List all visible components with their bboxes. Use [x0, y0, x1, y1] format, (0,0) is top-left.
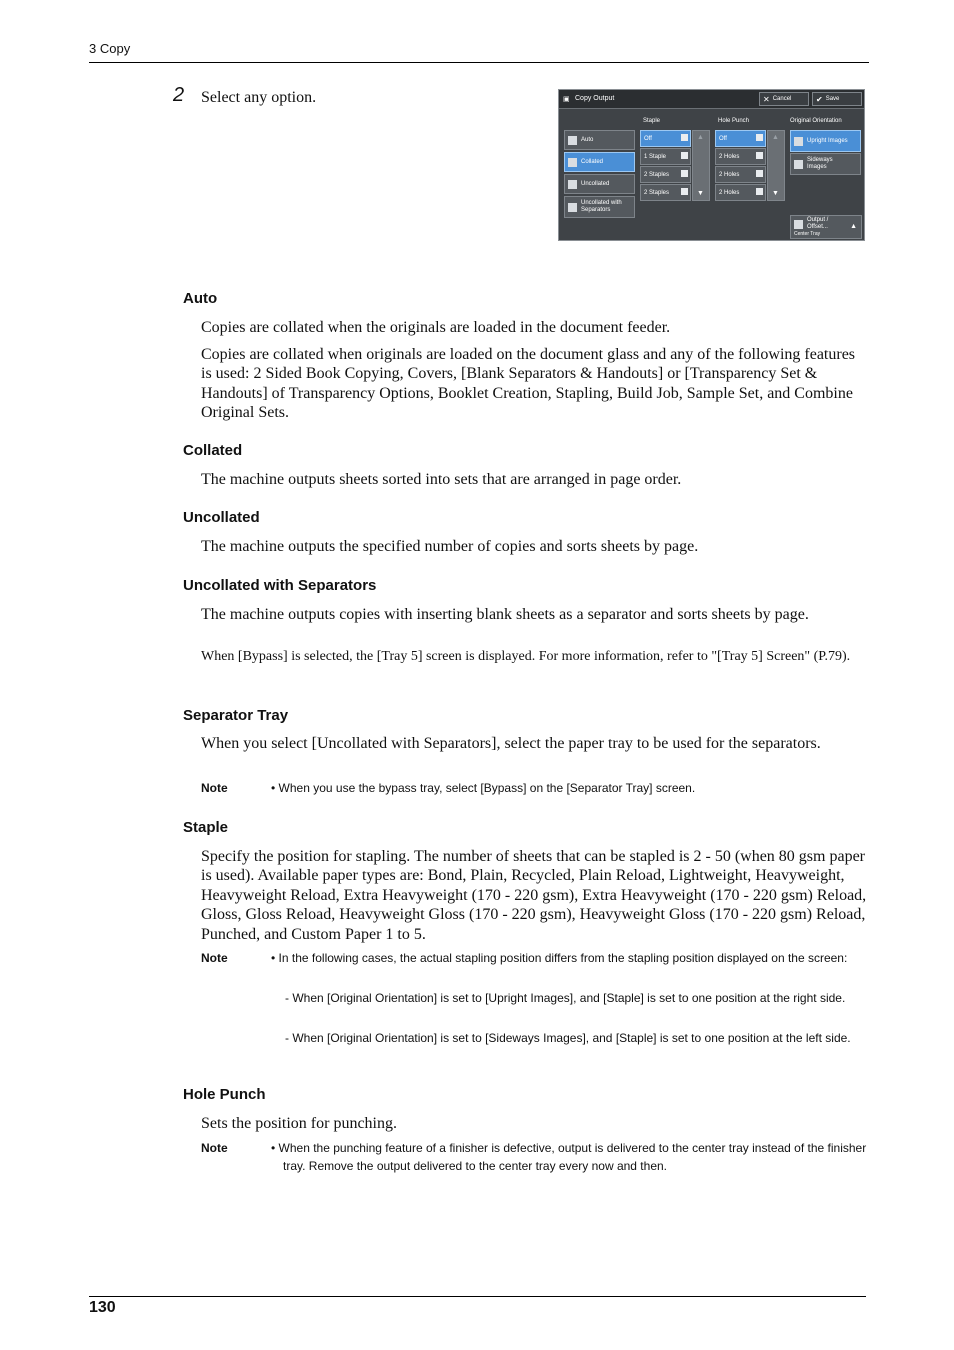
section-title-uncollated: Uncollated	[183, 509, 260, 526]
staple-paragraph: Specify the position for stapling. The number of sheets that can be stapled is 2 - 50 (when 80 gsm paper is used). Available paper types are: Bond, Plain, Recycled, Plain Reload, Lightweight, Heavyweight, Heavyweight Reload, Extra Heavyweight (170 - 220 gsm), Extra Heavyweight (170 - 220 gsm) Reload, Gloss, Gloss Reload, Heavyweight Gloss (170 - 220 gsm), Heavyweight Gloss (170 - 220 gsm) Reload, Punched, and Custom Paper 1 to 5.	[201, 848, 867, 943]
section-title-uncollated-separators: Uncollated with Separators	[183, 577, 377, 594]
uncollated-separators-remark: When [Bypass] is selected, the [Tray 5] screen is displayed. For more information, refer to "[Tray 5] Screen" (P.79).	[201, 649, 851, 664]
header-rule	[89, 62, 869, 63]
hole-punch-note-label: Note	[201, 1141, 228, 1155]
screen-title: Copy Output	[575, 95, 615, 102]
staple-1-button[interactable]	[640, 148, 691, 165]
punch-off-button[interactable]	[715, 130, 766, 147]
staple-1-label: 1 Staple	[644, 153, 667, 160]
collated-paragraph: The machine outputs sheets sorted into sets that are arranged in page order.	[201, 471, 682, 488]
uncollated-separators-label: Uncollated with Separators	[581, 200, 622, 213]
output-tray-icon	[794, 220, 803, 229]
output-label-3: Center Tray	[794, 231, 821, 237]
staple-scroll-down-icon[interactable]: ▼	[697, 190, 704, 197]
orientation-header: Original Orientation	[790, 118, 842, 124]
output-label-1: Output /	[807, 217, 829, 223]
cancel-label: Cancel	[772, 96, 792, 102]
section-title-hole-punch: Hole Punch	[183, 1086, 266, 1103]
staple-2b-button[interactable]	[640, 184, 691, 201]
staple-note: • In the following cases, the actual stapling position differs from the stapling position displayed on the screen:	[271, 951, 848, 965]
punch-2b-label: 2 Holes	[719, 171, 740, 178]
auto-paragraph-1: Copies are collated when the originals are loaded in the document feeder.	[201, 319, 671, 336]
uncollated-separators-paragraph: The machine outputs copies with inserting blank sheets as a separator and sorts sheets by page.	[201, 606, 809, 623]
punch-2a-icon	[756, 152, 763, 159]
auto-button[interactable]	[564, 130, 635, 150]
copy-output-screen	[558, 89, 865, 241]
upright-images-label: Upright Images	[807, 138, 848, 144]
footer-rule	[89, 1296, 866, 1297]
hole-punch-note: • When the punching feature of a finisher is defective, output is delivered to the center tray instead of the finisher tray. Remove the output delivered to the center tray every now and then.	[271, 1141, 867, 1173]
punch-2b-button[interactable]	[715, 166, 766, 183]
check-icon: ✔	[816, 94, 823, 104]
output-label-2: Offset...	[807, 224, 828, 230]
section-title-separator-tray: Separator Tray	[183, 707, 289, 724]
punch-2c-label: 2 Holes	[719, 189, 740, 196]
page-number: 130	[89, 1299, 116, 1316]
running-head: 3 Copy	[89, 41, 131, 56]
staple-off-icon	[681, 134, 688, 141]
close-icon: ✕	[763, 94, 770, 104]
separator-tray-note-label: Note	[201, 781, 228, 795]
punch-off-label: Off	[719, 135, 727, 142]
upright-images-button[interactable]	[790, 130, 861, 152]
staple-2a-label: 2 Staples	[644, 171, 670, 178]
punch-scroll-up-icon[interactable]: ▲	[772, 134, 779, 141]
upright-images-icon	[794, 137, 803, 146]
output-arrow-icon: ▲	[850, 223, 857, 230]
staple-note-case-2: - When [Original Orientation] is set to [Sideways Images], and [Staple] is set to one position at the left side.	[285, 1031, 851, 1045]
sideways-images-label: Sideways Images	[807, 157, 833, 170]
staple-scroll-up-icon[interactable]: ▲	[697, 134, 704, 141]
sideways-images-button[interactable]	[790, 153, 861, 175]
punch-scroll-down-icon[interactable]: ▼	[772, 190, 779, 197]
uncollated-label: Uncollated	[581, 181, 610, 187]
staple-2a-icon	[681, 170, 688, 177]
output-offset-button[interactable]	[790, 215, 862, 239]
uncollated-icon	[568, 180, 577, 189]
separator-tray-note: • When you use the bypass tray, select [Bypass] on the [Separator Tray] screen.	[271, 781, 696, 795]
hole-punch-header: Hole Punch	[718, 118, 750, 124]
sideways-images-icon	[794, 160, 803, 169]
punch-2c-icon	[756, 188, 763, 195]
save-label: Save	[825, 96, 840, 102]
uncollated-separators-button[interactable]	[564, 196, 635, 218]
staple-note-label: Note	[201, 951, 228, 965]
punch-2c-button[interactable]	[715, 184, 766, 201]
punch-2b-icon	[756, 170, 763, 177]
section-title-collated: Collated	[183, 442, 243, 459]
section-title-staple: Staple	[183, 819, 229, 836]
collated-icon	[568, 158, 577, 167]
auto-paragraph-2: Copies are collated when originals are loaded on the document glass and any of the following features is used: 2 Sided Book Copying, Covers, [Blank Separators & Handouts] or [Transparency Set & Handouts] of Transparency Options, Booklet Creation, Stapling, Build Job, Sample Set, and Combine Original Sets.	[201, 346, 856, 422]
staple-2a-button[interactable]	[640, 166, 691, 183]
punch-2a-button[interactable]	[715, 148, 766, 165]
staple-2b-icon	[681, 188, 688, 195]
cancel-button[interactable]	[759, 92, 809, 106]
step-number: 2	[173, 84, 185, 106]
auto-icon	[568, 136, 577, 145]
punch-off-icon	[756, 134, 763, 141]
staple-2b-label: 2 Staples	[644, 189, 670, 196]
separator-tray-paragraph: When you select [Uncollated with Separators], select the paper tray to be used for the separators.	[201, 735, 821, 752]
collated-button[interactable]	[564, 152, 635, 172]
staple-off-label: Off	[644, 135, 652, 142]
collated-label: Collated	[581, 159, 604, 165]
staple-header: Staple	[643, 118, 661, 124]
step-text: Select any option.	[201, 89, 317, 106]
staple-note-case-1: - When [Original Orientation] is set to [Upright Images], and [Staple] is set to one position at the right side.	[285, 991, 846, 1005]
uncollated-paragraph: The machine outputs the specified number of copies and sorts sheets by page.	[201, 538, 699, 555]
separators-icon	[568, 203, 577, 212]
punch-2a-label: 2 Holes	[719, 153, 740, 160]
staple-1-icon	[681, 152, 688, 159]
uncollated-button[interactable]	[564, 174, 635, 194]
copy-output-icon: ▣	[563, 96, 570, 103]
section-title-auto: Auto	[183, 290, 218, 307]
staple-off-button[interactable]	[640, 130, 691, 147]
save-button[interactable]	[812, 92, 862, 106]
hole-punch-paragraph: Sets the position for punching.	[201, 1115, 397, 1132]
auto-label: Auto	[581, 137, 594, 143]
